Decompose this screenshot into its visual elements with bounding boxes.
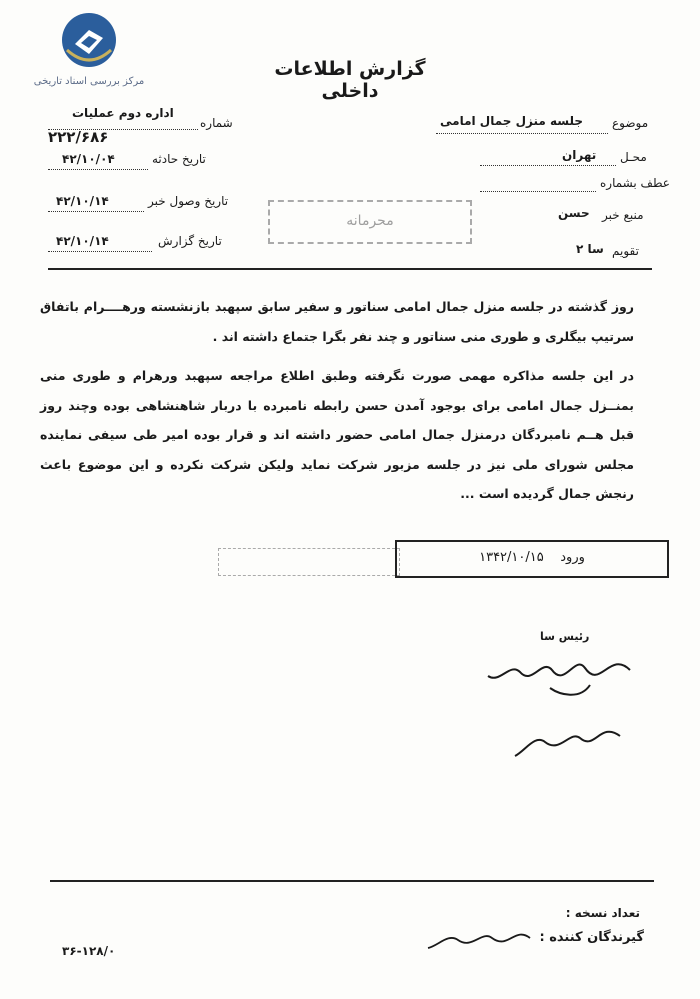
place-value: تهران — [562, 148, 597, 162]
copies-label: تعداد نسخه : — [565, 906, 640, 920]
incident-date-dots — [48, 168, 148, 170]
source-label: منبع خبر — [602, 208, 644, 222]
body-paragraph-2: در این جلسه مذاکره مهمی صورت نگرفته وطبق اطلاع مراجعه سپهبد ورهرام و طوری منی بمنــزل جمال امامی برای بوجود آمدن حسن رابطه نامبرده با دربار شاهنشاهی بوده وچند روز قبل هــم نامبردگان درمنزل جمال امامی حضور داشته اند و قرار بوده امیر طی سیفی نماینده مجلس شورای ملی نیز در جلسه مزبور شرکت نماید ولیکن شرکت نکرده و این موضوع باعث رنجش جمال گردیده است ... — [40, 368, 634, 501]
report-body — [40, 292, 634, 519]
receipt-stamp-label: ورود — [560, 550, 585, 565]
receipt-stamp — [395, 540, 669, 578]
archive-logo — [14, 10, 154, 90]
report-date-label: تاریخ گزارش — [158, 234, 222, 248]
receipt-stamp-date: ۱۳۴۲/۱۰/۱۵ — [479, 550, 544, 565]
signature-1 — [470, 640, 640, 710]
signature-3 — [420, 918, 540, 958]
signature-note: رئیس سا — [540, 630, 590, 643]
receipt-date-value: ۴۲/۱۰/۱۴ — [56, 194, 109, 208]
subject-label: موضوع — [612, 116, 649, 130]
receipt-date-label: تاریخ وصول خبر — [148, 194, 229, 208]
office-value: اداره دوم عملیات — [72, 106, 174, 120]
place-label: محـل — [620, 150, 647, 164]
header-divider — [48, 268, 652, 270]
incident-date-value: ۴۲/۱۰/۰۴ — [62, 152, 115, 166]
source-value: حسن — [558, 206, 590, 220]
signature-2 — [500, 716, 630, 766]
place-dots — [480, 164, 616, 166]
confidential-stamp: محرمانه — [268, 200, 472, 244]
number-value: ۲۲۲/۶۸۶ — [48, 128, 109, 146]
ref-label: عطف بشماره — [600, 176, 670, 190]
receipt-date-dots — [48, 210, 144, 212]
page-title: گزارش اطلاعات داخلی — [274, 58, 426, 102]
number-dots — [48, 128, 198, 130]
ref-dots — [480, 190, 596, 192]
subject-value: جلسه منزل جمال امامی — [440, 114, 584, 128]
number-label: شماره — [200, 116, 233, 130]
recipients-label: گیرندگان کننده : — [539, 930, 644, 945]
body-paragraph-1: روز گذشته در جلسه منزل جمال امامی سناتور و سفیر سابق سپهبد بازنشسته ورهــــرام باتفاق سرتیپ بیگلری و طوری منی سناتور و چند نفر بگرا جتماع داشته اند . — [40, 299, 634, 344]
archive-logo-icon — [59, 10, 119, 70]
document-code: ۳۶-۱۲۸/۰ — [62, 944, 116, 958]
incident-date-label: تاریخ حادثه — [152, 152, 206, 166]
logo-caption: مرکز بررسی اسناد تاریخی — [33, 76, 145, 87]
report-date-value: ۴۲/۱۰/۱۴ — [56, 234, 109, 248]
report-date-dots — [48, 250, 152, 252]
rating-value: سا ۲ — [576, 242, 604, 256]
footer-divider — [50, 880, 654, 882]
subject-dots — [436, 132, 608, 134]
faint-stamp — [218, 548, 400, 576]
rating-label: تقویم — [612, 244, 639, 258]
